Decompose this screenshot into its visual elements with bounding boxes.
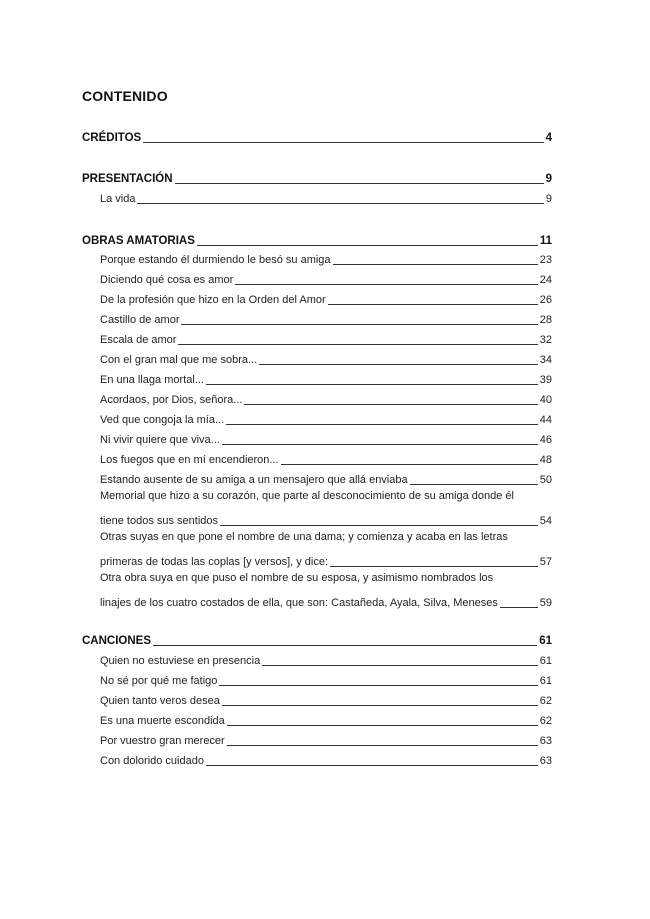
toc-entry[interactable] [100, 307, 552, 327]
toc-entry[interactable] [100, 708, 552, 728]
leader-line [222, 444, 538, 445]
leader-line [235, 284, 537, 285]
toc-section-obras-amatorias[interactable] [82, 228, 552, 248]
entry-label: Porque estando él durmiendo le besó su amiga [100, 254, 331, 266]
toc-entry-line1: Memorial que hizo a su corazón, que parte al desconocimiento de su amiga donde él [100, 490, 514, 502]
leader-line [222, 705, 538, 706]
toc-entry[interactable] [100, 267, 552, 287]
entry-page: 39 [539, 374, 552, 386]
entry-label: Estando ausente de su amiga a un mensajero que allá enviaba [100, 474, 408, 486]
toc-entry[interactable] [100, 287, 552, 307]
toc-entry[interactable] [100, 467, 552, 487]
leader-line [262, 665, 538, 666]
leader-line [227, 745, 538, 746]
entry-label: En una llaga mortal... [100, 374, 204, 386]
entry-label: La vida [100, 193, 136, 205]
leader-line [259, 364, 538, 365]
entry-label: linajes de los cuatro costados de ella, que son: Castañeda, Ayala, Silva, Meneses [100, 597, 498, 609]
toc-entry[interactable] [100, 367, 552, 387]
entry-label: No sé por qué me fatigo [100, 675, 218, 687]
entry-page: 50 [539, 474, 552, 486]
entry-page: 9 [545, 193, 552, 205]
entry-label: Quien no estuviese en presencia [100, 655, 261, 667]
entry-page: 40 [539, 394, 552, 406]
toc-section-canciones[interactable] [82, 628, 552, 648]
entry-page: 26 [539, 294, 552, 306]
entry-label: Por vuestro gran merecer [100, 735, 225, 747]
toc-entry[interactable] [100, 347, 552, 367]
entry-page: 23 [539, 254, 552, 266]
leader-line [143, 142, 543, 143]
section-label: CRÉDITOS [82, 132, 142, 144]
leader-line [226, 424, 538, 425]
entry-label: tiene todos sus sentidos [100, 515, 219, 527]
leader-line [137, 203, 543, 204]
entry-label: primeras de todas las coplas [y versos], y dice: [100, 556, 329, 568]
toc-section-presentacion[interactable] [82, 166, 552, 186]
entry-label: Acordaos, por Dios, señora... [100, 394, 243, 406]
entry-label: Diciendo qué cosa es amor [100, 274, 234, 286]
entry-label: Escala de amor [100, 334, 177, 346]
entry-label: Es una muerte escondida [100, 715, 225, 727]
entry-page: 62 [539, 715, 552, 727]
section-page: 11 [539, 235, 552, 247]
leader-line [410, 484, 538, 485]
section-page: 4 [545, 132, 552, 144]
toc-entry[interactable] [100, 668, 552, 688]
toc-entry[interactable] [100, 748, 552, 768]
leader-line [328, 304, 538, 305]
entry-label: Ved que congoja la mía... [100, 414, 225, 426]
entry-page: 44 [539, 414, 552, 426]
leader-line [333, 264, 538, 265]
toc-section-creditos[interactable] [82, 125, 552, 145]
leader-line [175, 183, 544, 184]
leader-line [244, 404, 537, 405]
entry-page: 62 [539, 695, 552, 707]
leader-line [219, 685, 537, 686]
entry-page: 61 [539, 675, 552, 687]
entry-page: 46 [539, 434, 552, 446]
toc-entry[interactable] [100, 327, 552, 347]
entry-page: 63 [539, 735, 552, 747]
toc-entry-line1: Otras suyas en que pone el nombre de una dama; y comienza y acaba en las letras [100, 531, 508, 543]
page-title: CONTENIDO [82, 88, 168, 104]
section-page: 61 [539, 635, 552, 647]
leader-line [197, 245, 538, 246]
toc-entry[interactable] [100, 728, 552, 748]
entry-page: 48 [539, 454, 552, 466]
toc-entry[interactable] [100, 427, 552, 447]
section-label: OBRAS AMATORIAS [82, 235, 195, 247]
entry-page: 63 [539, 755, 552, 767]
toc-entry-line1: Otra obra suya en que puso el nombre de su esposa, y asimismo nombrados los [100, 572, 494, 584]
leader-line [206, 384, 538, 385]
toc-entry[interactable] [100, 648, 552, 668]
entry-label: Ni vivir quiere que viva... [100, 434, 220, 446]
toc-entry[interactable] [100, 247, 552, 267]
section-label: PRESENTACIÓN [82, 173, 173, 185]
entry-page: 34 [539, 354, 552, 366]
entry-page: 61 [539, 655, 552, 667]
leader-line [181, 324, 537, 325]
toc-entry[interactable] [100, 407, 552, 427]
section-page: 9 [545, 173, 552, 185]
toc-entry[interactable] [100, 447, 552, 467]
entry-page: 59 [539, 597, 552, 609]
toc-entry[interactable] [100, 549, 552, 569]
leader-line [227, 725, 538, 726]
leader-line [500, 607, 538, 608]
leader-line [281, 464, 538, 465]
entry-label: Con el gran mal que me sobra... [100, 354, 258, 366]
entry-page: 28 [539, 314, 552, 326]
entry-label: Castillo de amor [100, 314, 180, 326]
entry-label: Los fuegos que en mí encendieron... [100, 454, 279, 466]
leader-line [330, 566, 538, 567]
entry-page: 24 [539, 274, 552, 286]
entry-label: De la profesión que hizo en la Orden del Amor [100, 294, 326, 306]
entry-label: Quien tanto veros desea [100, 695, 220, 707]
leader-line [153, 645, 537, 646]
toc-entry[interactable] [100, 186, 552, 206]
leader-line [206, 765, 538, 766]
section-label: CANCIONES [82, 635, 152, 647]
entry-page: 57 [539, 556, 552, 568]
entry-label: Con dolorido cuidado [100, 755, 204, 767]
toc-entry[interactable] [100, 688, 552, 708]
toc-entry[interactable] [100, 508, 552, 528]
toc-entry[interactable] [100, 590, 552, 610]
toc-entry[interactable] [100, 387, 552, 407]
entry-page: 54 [539, 515, 552, 527]
leader-line [178, 344, 537, 345]
leader-line [220, 525, 538, 526]
entry-page: 32 [539, 334, 552, 346]
